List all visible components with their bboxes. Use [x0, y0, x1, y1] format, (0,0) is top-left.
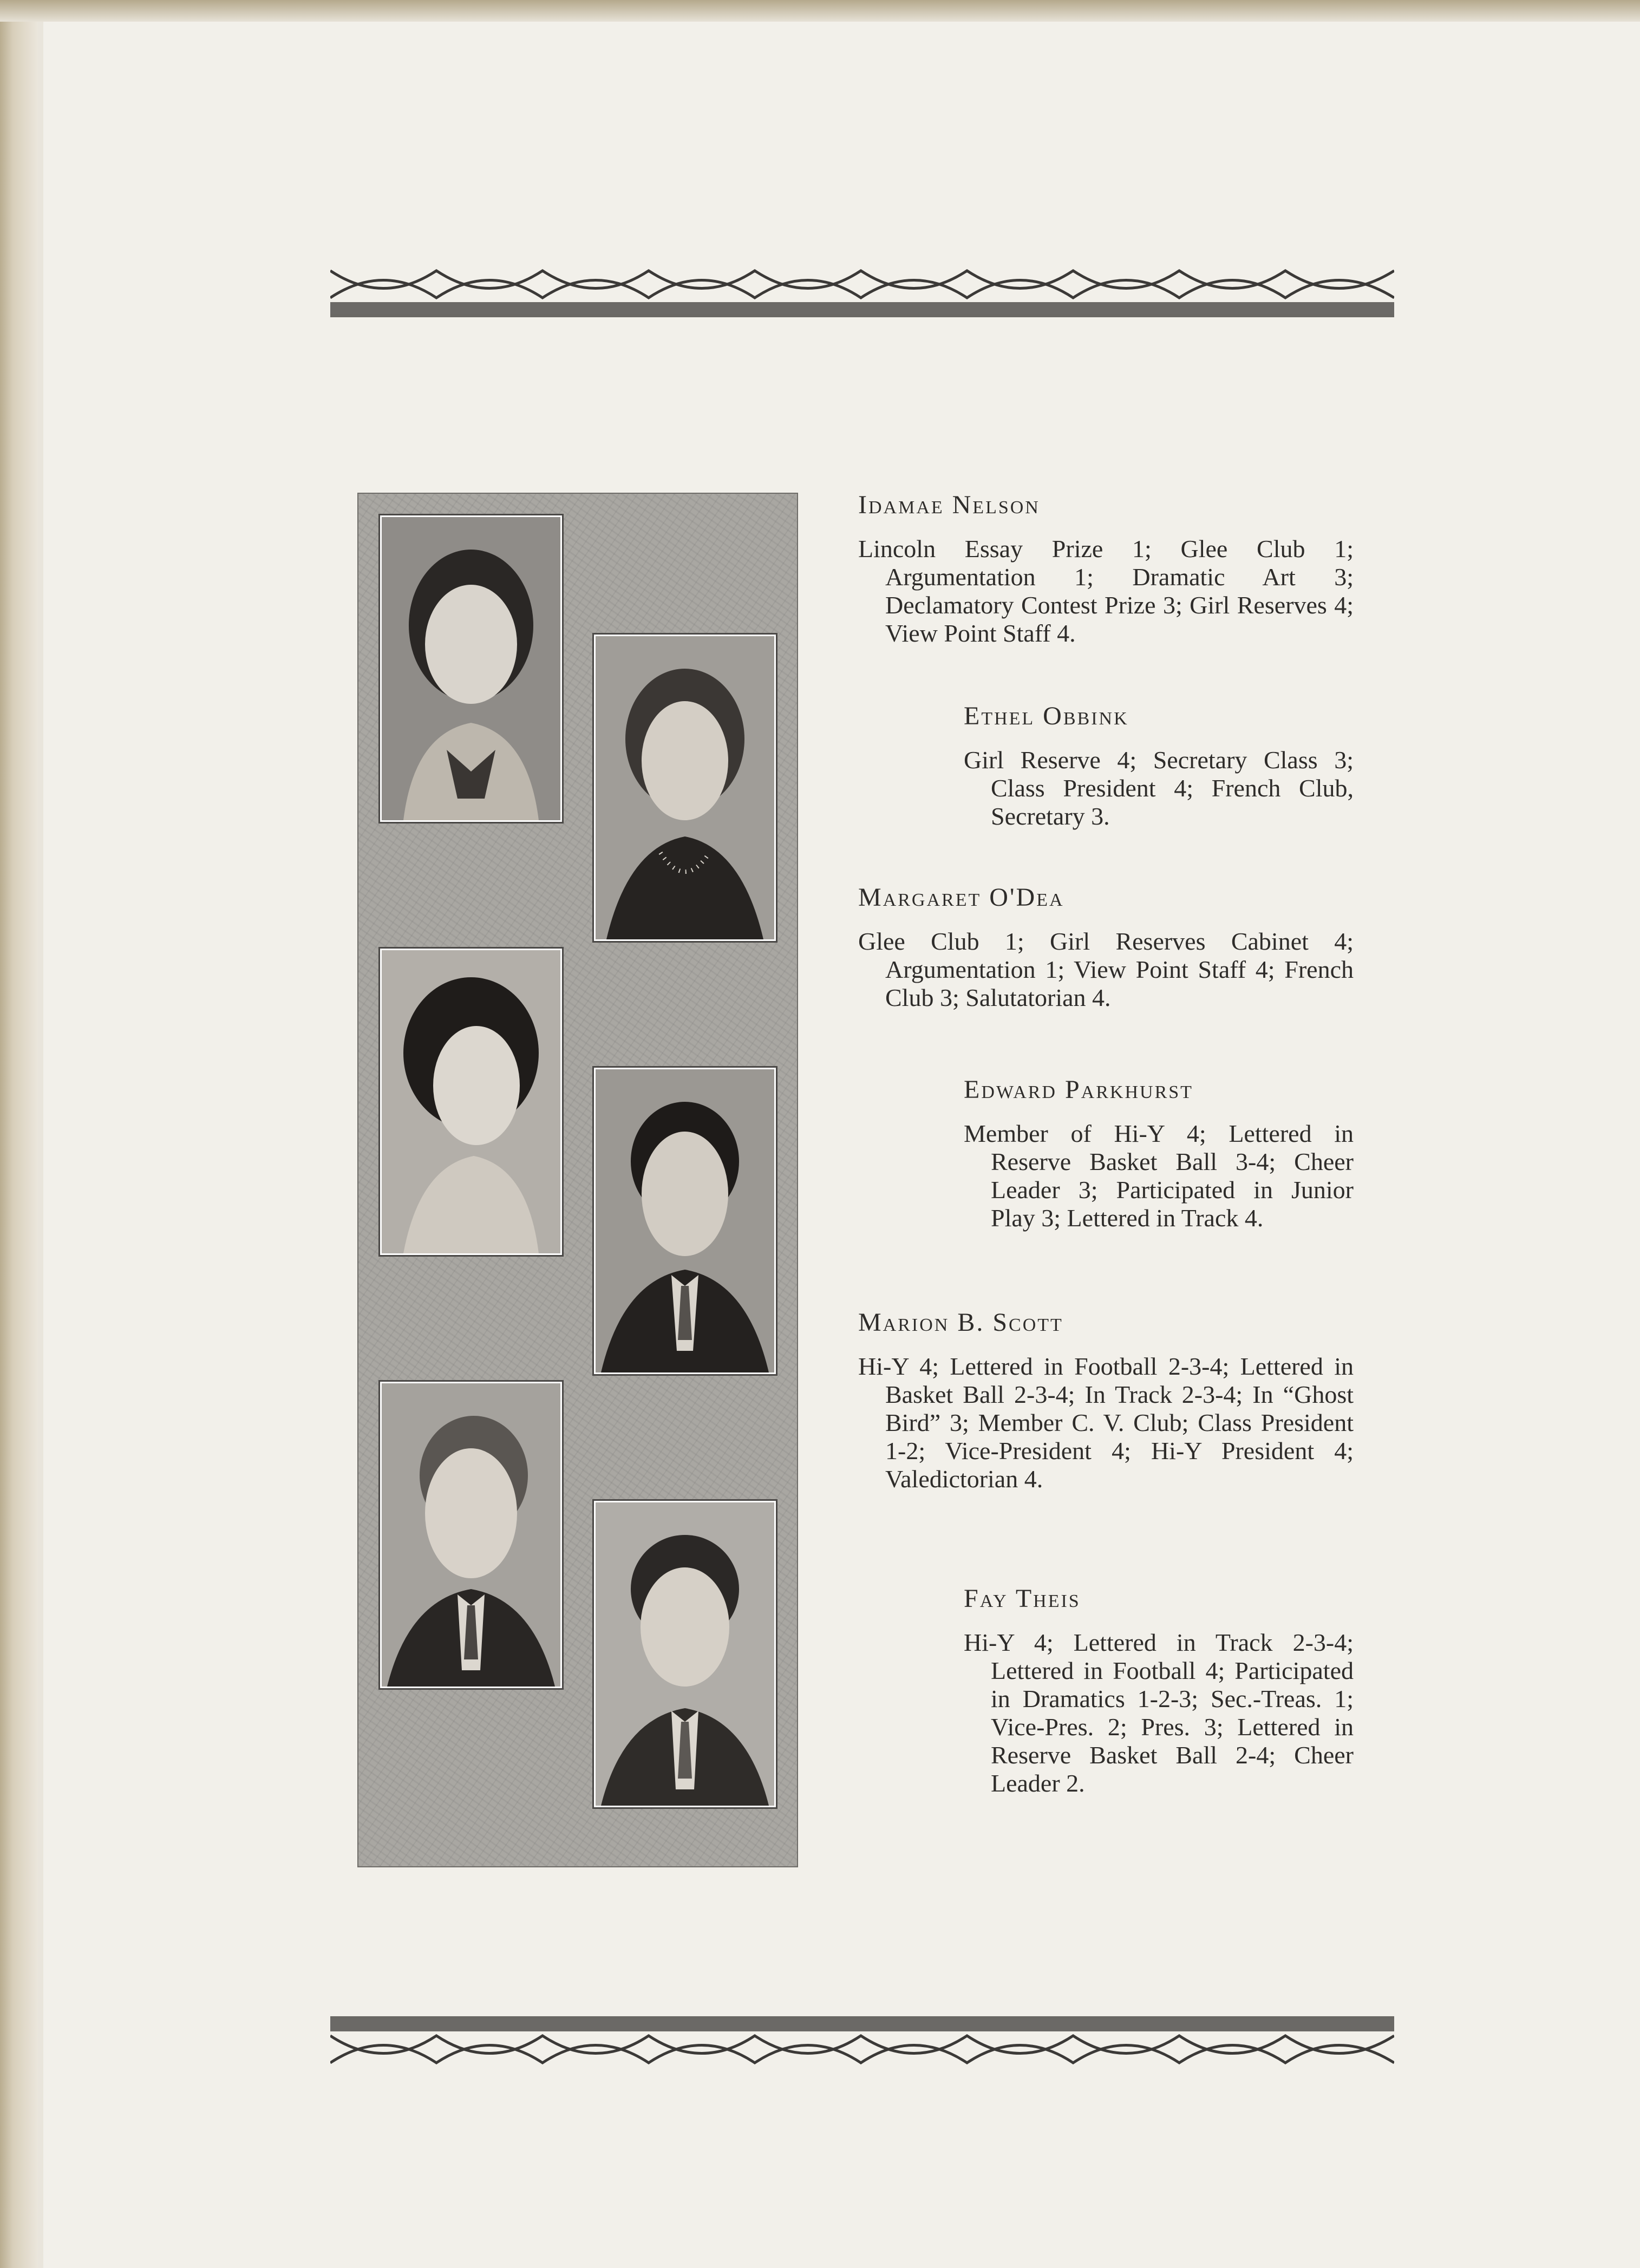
- portrait-idamae-nelson: [380, 515, 562, 822]
- entry-marion-b-scott: [858, 1308, 1354, 1493]
- entry-ethel-obbink: [964, 701, 1354, 831]
- student-name: Margaret O'Dea: [858, 883, 1064, 912]
- student-activities: Glee Club 1; Girl Reserves Cabinet 4; Argumentation 1; View Point Staff 4; French Club 3; Salutatorian 4.: [858, 927, 1354, 1011]
- student-name: Marion B. Scott: [858, 1308, 1063, 1337]
- portrait-edward-parkhurst: [594, 1068, 776, 1374]
- yearbook-page: [43, 22, 1640, 2268]
- student-activities: Member of Hi-Y 4; Lettered in Reserve Basket Ball 3-4; Cheer Leader 3; Participated in Junior Play 3; Lettered in Track 4.: [964, 1120, 1354, 1232]
- student-activities: Lincoln Essay Prize 1; Glee Club 1; Argumentation 1; Dramatic Art 3; Declamatory Contest Prize 3; Girl Reserves 4; View Point Staff 4.: [858, 535, 1354, 647]
- student-name: Fay Theis: [964, 1584, 1081, 1613]
- student-name: Idamae Nelson: [858, 491, 1040, 519]
- book-spine-shadow: [0, 0, 38, 2268]
- student-activities: Hi-Y 4; Lettered in Football 2-3-4; Lettered in Basket Ball 2-3-4; In Track 2-3-4; In “Ghost Bird” 3; Member C. V. Club; Class President 1-2; Vice-President 4; Hi-Y President 4; Valedictorian 4.: [858, 1352, 1354, 1493]
- student-name: Ethel Obbink: [964, 702, 1129, 730]
- portrait-ethel-obbink: [594, 635, 776, 941]
- portrait-panel: [357, 493, 798, 1867]
- portrait-fay-theis: [594, 1501, 776, 1807]
- bottom-ornamental-border: [330, 2009, 1394, 2074]
- student-activities: Hi-Y 4; Lettered in Track 2-3-4; Lettered in Football 4; Participated in Dramatics 1-2-3; Sec.-Treas. 1; Vice-Pres. 2; Pres. 3; Lettered in Reserve Basket Ball 2-4; Cheer Leader 2.: [964, 1629, 1354, 1797]
- entry-margaret-odea: [858, 883, 1354, 1012]
- portrait-marion-b-scott: [380, 1382, 562, 1688]
- page-top-edge: [0, 0, 1640, 22]
- entry-idamae-nelson: [858, 490, 1354, 648]
- top-ornamental-border: [330, 260, 1394, 325]
- portrait-margaret-odea: [380, 949, 562, 1255]
- entry-fay-theis: [964, 1584, 1354, 1798]
- student-name: Edward Parkhurst: [964, 1075, 1193, 1104]
- student-activities: Girl Reserve 4; Secretary Class 3; Class President 4; French Club, Secretary 3.: [964, 746, 1354, 830]
- entry-edward-parkhurst: [964, 1075, 1354, 1232]
